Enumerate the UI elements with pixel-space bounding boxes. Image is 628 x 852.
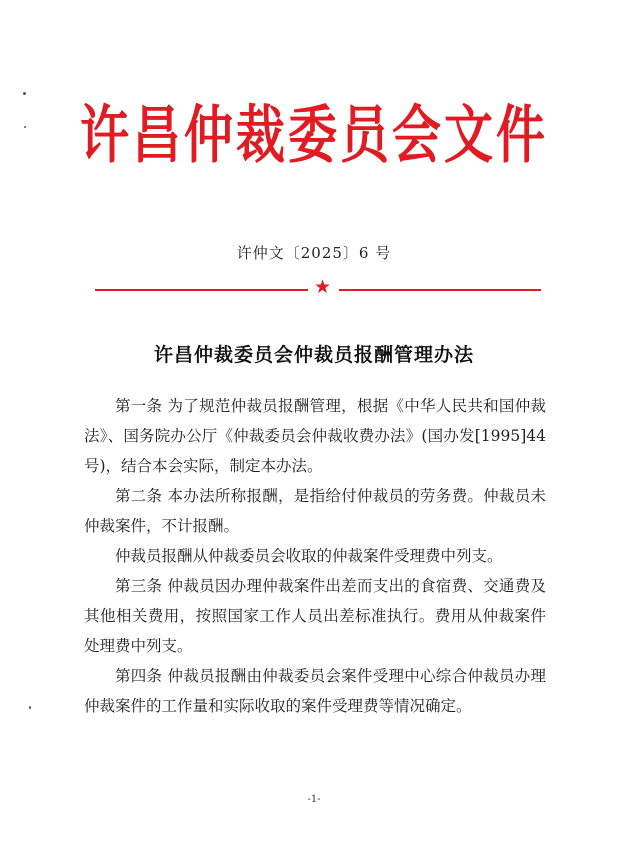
scan-speck <box>23 92 26 95</box>
paragraph-article-2: 第二条 本办法所称报酬，是指给付仲裁员的劳务费。仲裁员未仲裁案件，不计报酬。 <box>84 487 546 535</box>
divider-line-right <box>339 289 541 291</box>
document-number: 许仲文〔2025〕6 号 <box>236 244 392 262</box>
document-title: 许昌仲裁委员会仲裁员报酬管理办法 <box>153 344 474 366</box>
scan-speck <box>29 706 31 709</box>
divider-line-left <box>95 289 308 291</box>
paragraph-article-3: 第三条 仲裁员因办理仲裁案件出差而支出的食宿费、交通费及其他相关费用，按照国家工作人员出差标准执行。费用从仲裁案件处理费中列支。 <box>84 577 546 655</box>
page-number: -1- <box>307 794 321 805</box>
red-divider <box>95 276 541 298</box>
paragraph-article-1: 第一条 为了规范仲裁员报酬管理，根据《中华人民共和国仲裁法》、国务院办公厅《仲裁委员会仲裁收费办法》(国办发[1995]44 号)，结合本会实际，制定本办法。 <box>84 397 546 475</box>
paragraph-remuneration-source: 仲裁员报酬从仲裁委员会收取的仲裁案件受理费中列支。 <box>115 547 503 565</box>
star-icon: ★ <box>314 276 332 298</box>
paragraph-article-4: 第四条 仲裁员报酬由仲裁委员会案件受理中心综合仲裁员办理仲裁案件的工作量和实际收取的案件受理费等情况确定。 <box>84 667 546 715</box>
organization-header-title: 许昌仲裁委员会文件 <box>79 97 548 172</box>
document-body <box>84 391 546 721</box>
